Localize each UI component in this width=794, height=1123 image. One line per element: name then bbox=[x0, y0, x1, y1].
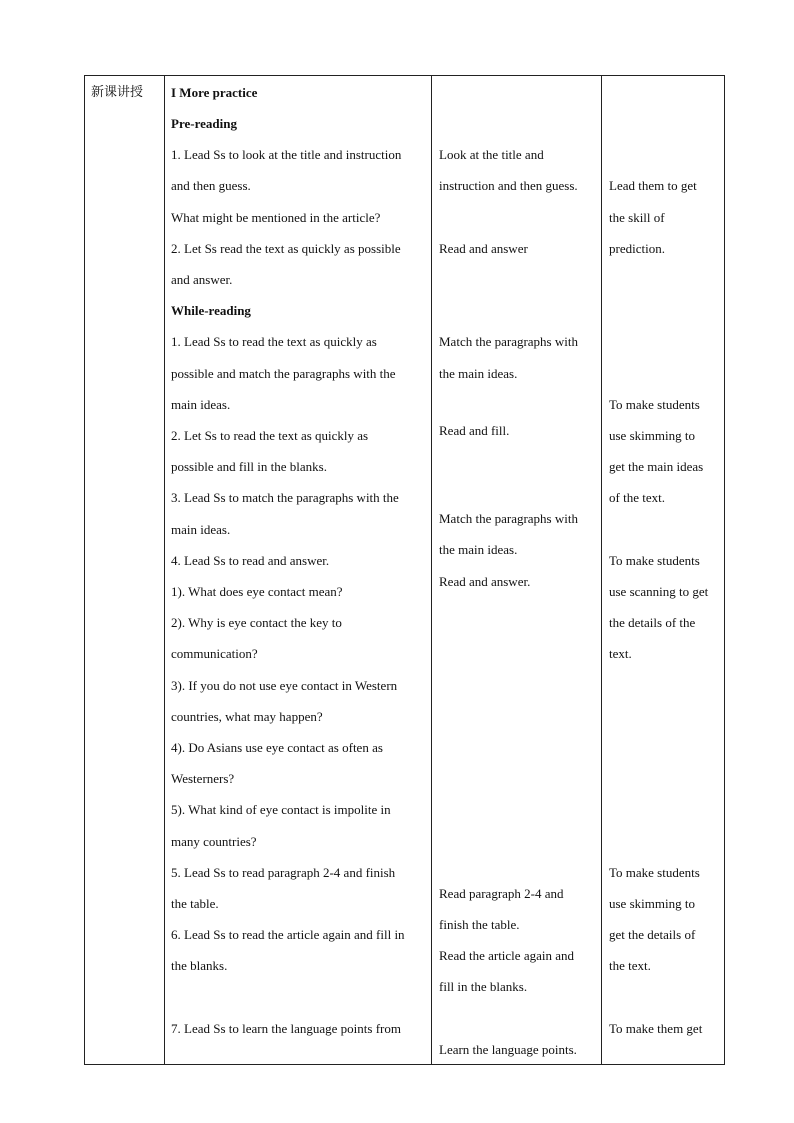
teacher-activity-line: many countries? bbox=[171, 834, 257, 849]
column-divider bbox=[164, 76, 165, 1064]
teacher-activity-line: communication? bbox=[171, 646, 258, 661]
teacher-activity-line: the blanks. bbox=[171, 958, 228, 973]
section-cell bbox=[85, 76, 164, 1064]
student-activity-line: Read and answer bbox=[439, 241, 528, 256]
teacher-activity-line: the table. bbox=[171, 896, 219, 911]
teacher-activity-line: I More practice bbox=[171, 85, 258, 100]
student-activity-cell bbox=[439, 76, 599, 1064]
student-activity-line: Read paragraph 2-4 and bbox=[439, 886, 564, 901]
teacher-activity-line: possible and match the paragraphs with the bbox=[171, 366, 396, 381]
purpose-line: get the main ideas bbox=[609, 459, 704, 474]
teacher-activity-line: Westerners? bbox=[171, 771, 235, 786]
student-activity-line: Read and fill. bbox=[439, 423, 510, 438]
purpose-line: use skimming to bbox=[609, 428, 695, 443]
teacher-activity-line: 1. Lead Ss to look at the title and instruction bbox=[171, 147, 402, 162]
teacher-activity-line: 2. Let Ss to read the text as quickly as bbox=[171, 428, 369, 443]
purpose-line: get the details of bbox=[609, 927, 696, 942]
teacher-activity-cell bbox=[171, 76, 429, 1064]
purpose-line: To make students bbox=[609, 397, 700, 412]
column-divider bbox=[431, 76, 432, 1064]
student-activity-line: Look at the title and bbox=[439, 147, 544, 162]
teacher-activity-line: 1. Lead Ss to read the text as quickly as bbox=[171, 334, 377, 349]
purpose-line: To make students bbox=[609, 865, 700, 880]
student-activity-line: finish the table. bbox=[439, 917, 520, 932]
teacher-activity-line: 5). What kind of eye contact is impolite in bbox=[171, 802, 391, 817]
teacher-activity-line: 3). If you do not use eye contact in Western bbox=[171, 678, 398, 693]
student-activity-line: instruction and then guess. bbox=[439, 178, 578, 193]
student-activity-line: Match the paragraphs with bbox=[439, 511, 578, 526]
teacher-activity-line: Pre-reading bbox=[171, 116, 237, 131]
purpose-line: the text. bbox=[609, 958, 651, 973]
purpose-line: use scanning to get bbox=[609, 584, 709, 599]
student-activity-line: the main ideas. bbox=[439, 542, 518, 557]
teacher-activity-line: 6. Lead Ss to read the article again and fill in bbox=[171, 927, 405, 942]
section-label: 新课讲授 bbox=[91, 85, 144, 100]
teacher-activity-line: possible and fill in the blanks. bbox=[171, 459, 327, 474]
teacher-activity-line: 3. Lead Ss to match the paragraphs with the bbox=[171, 490, 399, 505]
purpose-line: text. bbox=[609, 646, 632, 661]
lesson-plan-table bbox=[84, 75, 725, 1065]
teacher-activity-line: main ideas. bbox=[171, 522, 231, 537]
teacher-activity-line: What might be mentioned in the article? bbox=[171, 210, 381, 225]
column-divider bbox=[601, 76, 602, 1064]
teacher-activity-line: and answer. bbox=[171, 272, 233, 287]
purpose-line: prediction. bbox=[609, 241, 665, 256]
teacher-activity-line: 4). Do Asians use eye contact as often as bbox=[171, 740, 383, 755]
purpose-line: the skill of bbox=[609, 210, 665, 225]
purpose-line: the details of the bbox=[609, 615, 696, 630]
teacher-activity-line: main ideas. bbox=[171, 397, 231, 412]
teacher-activity-line: 4. Lead Ss to read and answer. bbox=[171, 553, 330, 568]
purpose-line: Lead them to get bbox=[609, 178, 697, 193]
purpose-line: of the text. bbox=[609, 490, 665, 505]
student-activity-line: Match the paragraphs with bbox=[439, 334, 578, 349]
teacher-activity-line: countries, what may happen? bbox=[171, 709, 323, 724]
teacher-activity-line: While-reading bbox=[171, 303, 251, 318]
student-activity-line: fill in the blanks. bbox=[439, 979, 528, 994]
teacher-activity-line: 7. Lead Ss to learn the language points from bbox=[171, 1021, 401, 1036]
student-activity-line: the main ideas. bbox=[439, 366, 518, 381]
student-activity-line: Read the article again and bbox=[439, 948, 574, 963]
teacher-activity-line: and then guess. bbox=[171, 178, 251, 193]
purpose-line: To make them get bbox=[609, 1021, 703, 1036]
purpose-line: To make students bbox=[609, 553, 700, 568]
teacher-activity-line: 5. Lead Ss to read paragraph 2-4 and finish bbox=[171, 865, 396, 880]
teacher-activity-line: 2. Let Ss read the text as quickly as possible bbox=[171, 241, 401, 256]
teacher-activity-line: 1). What does eye contact mean? bbox=[171, 584, 343, 599]
teacher-activity-line: 2). Why is eye contact the key to bbox=[171, 615, 342, 630]
student-activity-line: Read and answer. bbox=[439, 574, 531, 589]
student-activity-line: Learn the language points. bbox=[439, 1042, 577, 1057]
purpose-line: use skimming to bbox=[609, 896, 695, 911]
purpose-cell bbox=[609, 76, 723, 1064]
